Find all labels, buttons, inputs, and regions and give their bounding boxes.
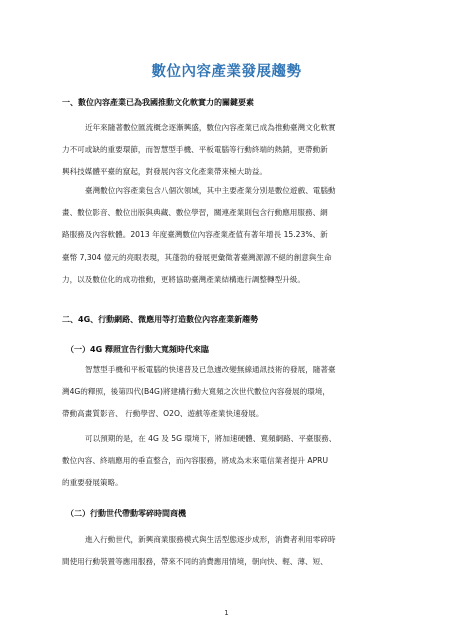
- text-line: 臺灣數位內容產業包含八個次領域，其中主要產業分別是數位遊戲、電腦動: [85, 186, 336, 195]
- text-line: 近年來隨著數位匯流概念逐漸興盛，數位內容產業已成為推動臺灣文化軟實: [85, 123, 336, 132]
- subsection-2-heading: （二）行動世代帶動零碎時間商機: [66, 509, 186, 518]
- text-line: 帶動高畫質影音、 行動學習、O2O、遊戲等產業快速發展。: [62, 409, 264, 419]
- subsection-1-paragraph-1: [62, 359, 396, 426]
- text-line: 智慧型手機和平板電腦的快速普及已急遽改變無線通訊技術的發展，隨著臺: [85, 365, 336, 374]
- text-line: 進入行動世代，新興商業服務模式與生活型態逐步成形，消費者利用零碎時: [85, 535, 336, 544]
- section-1-heading: 一、數位內容產業已為我國推動文化軟實力的關鍵要素: [62, 98, 254, 107]
- text-line: 數位內容、終端應用的垂直整合，而內容服務，將成為未來電信業者提升 APRU: [62, 456, 329, 466]
- document-title: 數位內容產業發展趨勢: [151, 64, 302, 80]
- subsection-2-paragraph-1: [62, 529, 396, 573]
- subsection-1-paragraph-2: [62, 428, 396, 495]
- text-line: 力，以及數位化的成功推動，更將協助臺灣產業結構進行調整轉型升級。: [62, 274, 305, 284]
- text-line: 的重要發展策略。: [62, 478, 123, 488]
- text-line: 路服務及內容軟體。2013 年度臺灣數位內容產業產值有著年增長 15.23%、新: [62, 230, 328, 240]
- page-number: 1: [224, 609, 229, 617]
- text-line: 興科技媒體平臺的竄起，對發展內容文化產業帶來極大助益。: [62, 167, 268, 177]
- text-line: 臺幣 7,304 億元的亮眼表現，其蓬勃的發展更彙徵著臺灣源源不絕的創意與生命: [62, 252, 332, 262]
- section-1-paragraph-1: [62, 117, 396, 184]
- section-2-heading: 二、4G、行動網路、微應用等打造數位內容產業新趨勢: [62, 315, 259, 324]
- text-line: 間使用行動裝置等應用服務，帶來不同的消費應用情境，朝向快、輕、薄、短、: [62, 557, 328, 567]
- text-line: 灣4G的釋照，後第四代(B4G)將建構行動大寬頻之次世代數位內容發展的環境，: [62, 387, 330, 397]
- text-line: 畫、數位影音、數位出版與典藏、數位學習，關連產業則包含行動應用服務、網: [62, 208, 328, 218]
- subsection-1-heading: （一）4G 釋照宣告行動大寬頻時代來臨: [66, 345, 209, 354]
- section-1-paragraph-2: [62, 180, 396, 291]
- text-line: 力不可或缺的重要環節，而智慧型手機、平板電腦等行動終端的熱銷，更帶動新: [62, 145, 328, 155]
- text-line: 可以預期的是，在 4G 及 5G 環境下，將加速硬體、寬頻網路、平臺服務、: [85, 434, 337, 443]
